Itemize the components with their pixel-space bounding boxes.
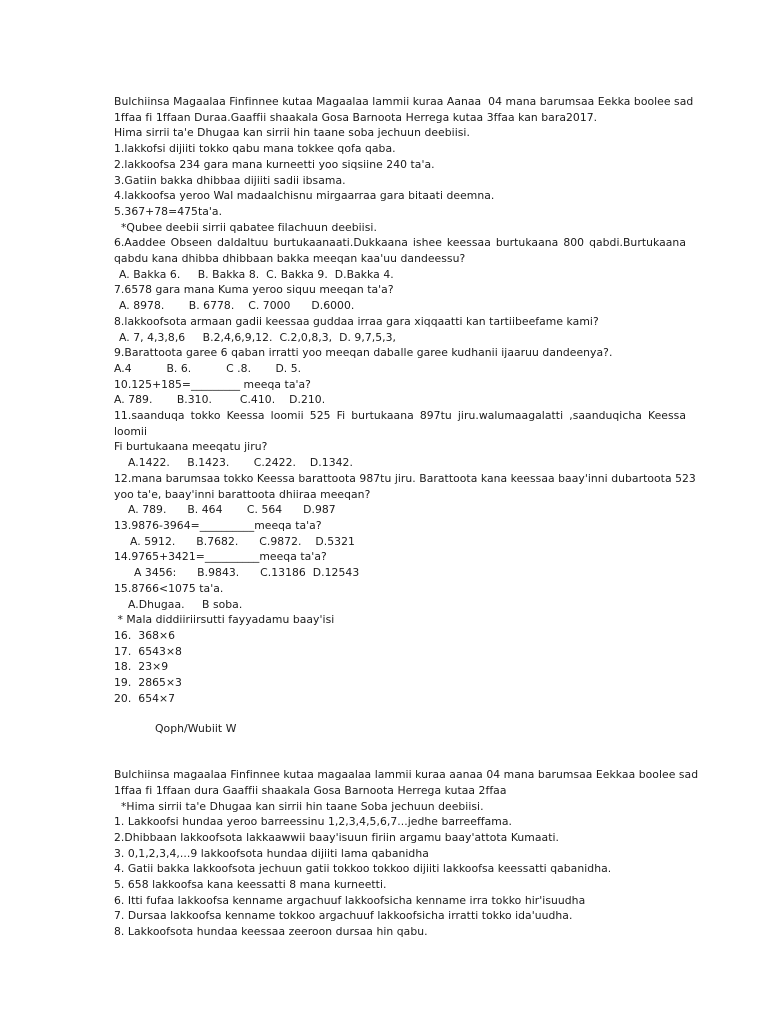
- question-7-options: A. 8978. B. 6778. C. 7000 D.6000.: [119, 299, 355, 313]
- question-4: 4.lakkoofsa yeroo Wal madaalchisnu mirgaarraa gara bitaati deemna.: [114, 189, 495, 203]
- question-3: 3. 0,1,2,3,4,...9 lakkoofsota hundaa dijiiti lama qabanidha: [114, 846, 429, 860]
- question-12-options: A. 789. B. 464 C. 564 D.987: [128, 503, 336, 517]
- question-14: 14.9765+3421=__________meeqa ta'a?: [114, 550, 327, 564]
- worksheet-grade2: [114, 767, 699, 940]
- question-19: 19. 2865×3: [114, 676, 182, 690]
- worksheet-grade3: [114, 94, 696, 737]
- question-12: 12.mana barumsaa tokko Keessa barattoota 987tu jiru. Barattoota kana keessaa baay'inni dubartoota 523: [114, 471, 696, 485]
- question-17: 17. 6543×8: [114, 644, 182, 658]
- question-15-options: A.Dhugaa. B soba.: [128, 597, 243, 611]
- question-18: 18. 23×9: [114, 660, 169, 674]
- question-5: 5.367+78=475ta'a.: [114, 204, 223, 218]
- question-9-options: A.4 B. 6. C .8. D. 5.: [114, 361, 302, 375]
- question-1: 1. Lakkoofsi hundaa yeroo barreessinu 1,2,3,4,5,6,7...jedhe barreeffama.: [114, 815, 513, 829]
- question-16: 16. 368×6: [114, 628, 176, 642]
- question-14-options: A 3456: B.9843. C.13186 D.12543: [134, 566, 360, 580]
- question-15: 15.8766<1075 ta'a.: [114, 581, 224, 595]
- question-2: 2.Dhibbaan lakkoofsota lakkaawwii baay'isuun firiin argamu baay'attota Kumaati.: [114, 830, 560, 844]
- question-6-cont: qabdu kana dhibba dhibbaan bakka meeqan kaa'uu dandeessu?: [114, 252, 466, 266]
- question-6: 6.Aaddee Obseen daldaltuu burtukaanaati.Dukkaana ishee keessaa burtukaana 800 qabdi.Burtukaana: [114, 236, 686, 250]
- question-12-cont: yoo ta'e, baay'inni barattoota dhiiraa meeqan?: [114, 487, 371, 501]
- question-6: 6. Itti fufaa lakkoofsa kenname argachuuf lakkoofsicha kenname irra tokko hir'isuudha: [114, 893, 586, 907]
- question-5: 5. 658 lakkoofsa kana keessatti 8 mana kurneetti.: [114, 878, 387, 892]
- question-8: 8. Lakkoofsota hundaa keessaa zeeroon dursaa hin qabu.: [114, 925, 428, 939]
- question-7: 7.6578 gara mana Kuma yeroo siquu meeqan ta'a?: [114, 283, 394, 297]
- instruction: *Hima sirrii ta'e Dhugaa kan sirrii hin taane Soba jechuun deebiisi.: [114, 799, 484, 813]
- question-13-options: A. 5912. B.7682. C.9872. D.5321: [130, 534, 355, 548]
- header-line: Bulchiinsa Magaalaa Finfinnee kutaa Magaalaa lammii kuraa Aanaa 04 mana barumsaa Eekka boolee sad: [114, 95, 694, 108]
- header-line: 1ffaa fi 1ffaan Duraa.Gaaffii shaakala Gosa Barnoota Herrega kutaa 3ffaa kan bara2017.: [114, 110, 598, 124]
- question-11-cont: Fi burtukaana meeqatu jiru?: [114, 440, 268, 454]
- question-10-options: A. 789. B.310. C.410. D.210.: [114, 393, 326, 407]
- question-9: 9.Barattoota garee 6 qaban irratti yoo meeqan daballe garee kudhanii ijaaruu dandeenya?.: [114, 346, 613, 360]
- question-20: 20. 654×7: [114, 691, 176, 705]
- question-6-options: A. Bakka 6. B. Bakka 8. C. Bakka 9. D.Bakka 4.: [119, 267, 394, 281]
- header-line: 1ffaa fi 1ffaan dura Gaaffii shaakala Gosa Barnoota Herrega kutaa 2ffaa: [114, 783, 507, 797]
- signature: Qoph/Wubiit W: [155, 722, 237, 736]
- question-2: 2.lakkoofsa 234 gara mana kurneetti yoo siqsiine 240 ta'a.: [114, 157, 435, 171]
- instruction: *Qubee deebii sirrii qabatee filachuun deebiisi.: [114, 220, 377, 234]
- instruction: * Mala diddiiriirsutti fayyadamu baay'isi: [114, 613, 335, 627]
- question-3: 3.Gatiin bakka dhibbaa dijiiti sadii ibsama.: [114, 173, 346, 187]
- header-line: Bulchiinsa magaalaa Finfinnee kutaa magaalaa lammii kuraa aanaa 04 mana barumsaa Eekkaa boolee sad: [114, 768, 699, 782]
- instruction: Hima sirrii ta'e Dhugaa kan sirrii hin taane soba jechuun deebiisi.: [114, 126, 470, 140]
- question-8-options: A. 7, 4,3,8,6 B.2,4,6,9,12. C.2,0,8,3, D. 9,7,5,3,: [119, 330, 397, 344]
- question-4: 4. Gatii bakka lakkoofsota jechuun gatii tokkoo tokkoo dijiiti lakkoofsa keessatti qabanidha.: [114, 862, 612, 876]
- question-8: 8.lakkoofsota armaan gadii keessaa guddaa irraa gara xiqqaatti kan tartiibeefame kami?: [114, 314, 599, 328]
- question-11-options: A.1422. B.1423. C.2422. D.1342.: [128, 456, 353, 470]
- question-1: 1.lakkofsi dijiiti tokko qabu mana tokkee qofa qaba.: [114, 142, 396, 156]
- question-11: 11.saanduqa tokko Keessa loomii 525 Fi burtukaana 897tu jiru.walumaagalatti ,saanduqicha Keessa loomii: [114, 409, 686, 438]
- question-10: 10.125+185=_________ meeqa ta'a?: [114, 377, 311, 391]
- question-13: 13.9876-3964=__________meeqa ta'a?: [114, 518, 322, 532]
- question-7: 7. Dursaa lakkoofsa kenname tokkoo argachuuf lakkoofsicha irratti tokko ida'uudha.: [114, 909, 573, 923]
